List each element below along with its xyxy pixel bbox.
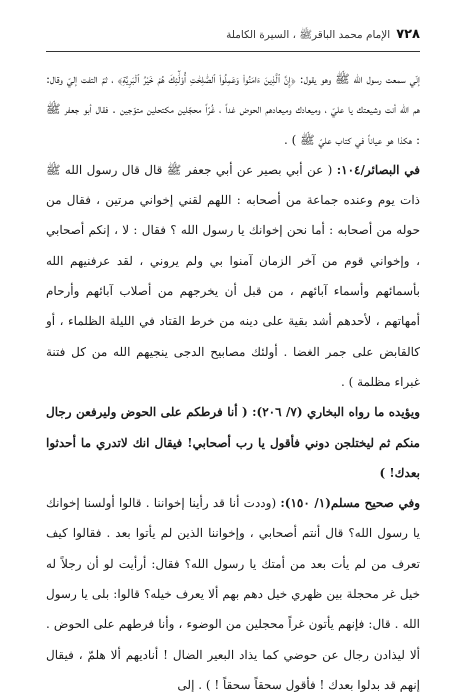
running-title: الإمام محمد الباقرﷺ ، السيرة الكاملة: [226, 29, 391, 41]
paragraph-quote-end: [46, 64, 420, 155]
paragraph-text: ( عن أبي بصير عن أبي جعفر ﷺ قال قال رسول الله ﷺ ذات يوم وعنده جماعة من أصحابه : اللهم لقني إخواني مرتين ، فقال من حوله من أصحابه : أما نحن إخوانك يا رسول الله ؟ فقال : لا ، إنكم أصحابي ، وإخواني قوم من آخر الزمان آمنوا بي ولم يروني ، لقد عرفنيهم الله بأسمائهم وأسماء آبائهم ، من قبل أن يخرجهم من أصلاب آبائهم وأرحام أمهاتهم ، لأحدهم أشد بقية على دينه من خرط القتاد في الليلة الظلماء ، أو كالقابض على جمر الغضا . أولئك مصابيح الدجى ينجيهم الله من كل فتنة غبراء مظلمة ) .: [46, 162, 420, 389]
paragraph-muslim: [46, 488, 420, 700]
page-header: [46, 27, 420, 52]
paragraph-bukhari: [46, 397, 420, 488]
source-reference: وفي صحيح مسلم(١/ ١٥٠):: [280, 496, 420, 511]
paragraph-text: إنّي سمعت رسول الله ﷺ وهو يقول: ﴿إِنَّ ٱلَّذِينَ ءَامَنُواْ وَعَمِلُواْ ٱلصَّٰلِحَٰتِ أُوْلَٰٓئِكَ هُمْ خَيْرُ ٱلْبَرِيَّةِ﴾ ، ثمّ التفت إليّ وقال: هم الله أنت وشيعتك يا عليّ ، وميعادك وميعادهم الحوض غداً ، غُرّاً محجّلين مكتحلين متوّجين . فقال أبو جعفر ﷺ : هكذا هو عياناً في كتاب عليّ ﷺ ) .: [46, 72, 420, 147]
paragraph-text: (وددت أنا قد رأينا إخواننا . قالوا أولسنا إخوانك يا رسول الله؟ قال أنتم أصحابي ، وإخواننا الذين لم يأتوا بعد . فقالوا كيف تعرف من لم يأت بعد من أمتك يا رسول الله؟ فقال: أرأيت لو أن رجلاً له خيل غر محجلة بين ظهري خيل دهم بهم ألا يعرف خيله؟ قالوا: بلى يا رسول الله . قال: فإنهم يأتون غراً محجلين من الوضوء ، وأنا فرطهم على الحوض . ألا ليذادن رجال عن حوضي كما يذاد البعير الضال ! أناديهم ألا هلمّ ، فيقال إنهم قد بدلوا بعدك ! فأقول سحقاً سحقاً ! ) . إلى: [46, 496, 420, 692]
source-reference: في البصائر/١٠٤:: [336, 162, 420, 177]
page-body: [46, 64, 420, 700]
paragraph-basair: [46, 155, 420, 397]
source-reference: ويؤيده ما رواه البخاري (٧/ ٢٠٦):: [252, 405, 420, 420]
paragraph-text: ( أنا فرطكم على الحوض وليرفعن رجال منكم ثم ليختلجن دوني فأقول يا رب أصحابي! فيقال انك لاتدري ما أحدثوا بعدك! ): [46, 405, 420, 480]
page-number: ٧٢٨: [396, 27, 420, 42]
